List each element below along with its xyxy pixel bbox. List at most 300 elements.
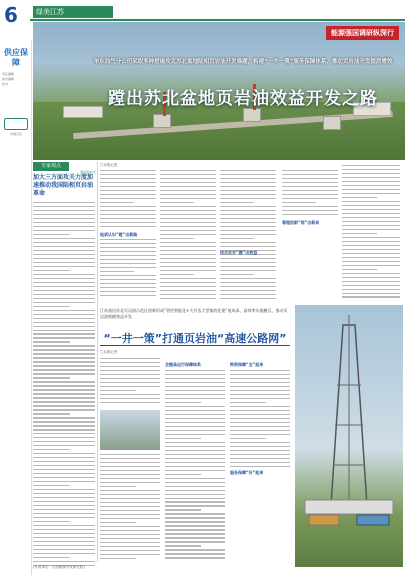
company-logo-text: 中国石化 [9,132,22,136]
text-line [33,429,95,430]
text-line [220,270,276,271]
text-line [33,385,95,386]
text-line [220,290,276,291]
text-line [282,198,338,199]
text-line [230,374,290,375]
text-line [100,198,156,199]
text-line [165,410,225,411]
text-line [160,230,216,231]
text-line [100,482,160,483]
text-line [160,242,216,243]
text-line [33,373,95,374]
text-line [230,466,290,467]
page-number: 6 [4,3,18,27]
text-line [100,514,160,515]
text-line [33,509,95,510]
text-line [165,454,225,455]
text-line [100,558,136,559]
text-line [33,521,70,522]
text-line [33,250,95,251]
text-line [33,361,95,362]
text-line [230,434,290,435]
text-line [282,210,338,211]
text-line [33,246,95,247]
text-line [165,517,225,518]
text-line [230,450,290,451]
text-line [220,210,276,211]
text-line [100,526,160,527]
text-line [100,534,160,535]
column-body [33,202,95,569]
text-line [33,310,95,311]
text-line [342,185,400,186]
column-headline: 加大三方面攻关力度加速推动我国陆相页岩油革命 [33,174,94,197]
text-line [33,545,95,546]
text-line [100,218,156,219]
text-line [33,405,95,406]
text-line [342,241,400,242]
text-line [160,198,216,199]
article-body-col1b [100,239,156,299]
text-line [100,202,134,203]
text-line [100,542,160,543]
text-line [220,190,276,191]
text-line [165,402,201,403]
text-line [33,278,95,279]
text-line [342,177,400,178]
text-line [165,430,225,431]
text-line [100,538,160,539]
text-line [33,401,95,402]
text-line [100,263,156,264]
text-line [100,170,156,171]
text-line [33,230,95,231]
text-line [342,221,400,222]
text-line [165,422,225,423]
text-line [100,498,160,499]
text-line [100,182,156,183]
text-line [165,370,225,371]
text-line [100,518,160,519]
text-line [160,174,216,175]
text-line [220,170,276,171]
feature-subhead: 服务保障“好”起来 [230,470,264,475]
text-line [33,218,95,219]
text-line [100,259,156,260]
text-line [165,458,225,459]
text-line [230,446,290,447]
text-line [230,430,290,431]
text-line [33,381,95,382]
credit-line: 责任编辑 [2,72,15,76]
series-badge: 能源强国调研纵深行 [326,26,399,40]
text-line [230,422,290,423]
text-line [165,434,225,435]
text-line [100,267,156,268]
text-line [342,249,400,250]
feature-body-col2 [165,370,225,561]
text-line [220,238,254,239]
text-line [33,349,95,350]
text-line [165,466,225,467]
text-line [342,289,400,290]
text-line [220,194,276,195]
text-line [342,265,400,266]
text-line [33,533,95,534]
text-line [282,178,338,179]
text-line [33,298,95,299]
text-line [33,222,95,223]
text-line [165,545,201,546]
text-line [160,286,216,287]
text-line [160,254,216,255]
text-line [220,286,276,287]
text-line [33,561,95,562]
feature-body-col1 [100,358,160,406]
text-line [33,437,95,438]
text-line [100,382,160,383]
text-line [33,353,95,354]
text-line [160,186,216,187]
feature-headline: “一井一策”打通页岩油“高速公路网” [103,332,287,345]
text-line [220,274,254,275]
text-line [33,365,95,366]
article-body-col3 [220,170,276,301]
text-line [160,282,216,283]
well-pad [243,108,261,122]
text-line [230,438,266,439]
text-line [100,374,160,375]
text-line [100,486,136,487]
text-line [100,295,156,296]
text-line [100,522,136,523]
text-line [160,270,216,271]
text-line [100,454,160,455]
company-logo-icon [4,118,28,130]
text-line [165,442,225,443]
text-line [100,214,156,215]
feature-photo-small [100,410,160,450]
text-line [100,478,160,479]
text-line [165,394,225,395]
text-line [100,186,156,187]
article-subhead: 地质认识“蹚”出新路 [100,232,138,237]
text-line [100,394,160,395]
text-line [33,409,95,410]
text-line [33,282,95,283]
text-line [342,293,400,294]
text-line [33,541,95,542]
text-line [160,214,216,215]
text-line [100,530,160,531]
hero-headline: 蹚出苏北盆地页岩油效益开发之路 [108,89,378,109]
text-line [220,174,276,175]
feature-intro: 江苏油田苏北页岩油示范区创新形成“管控智能化+大井丛大型集约化建”低成本、高效率实施模式，推动页岩油规模效益开发 [100,308,288,319]
section-sidebar [0,40,32,575]
text-line [165,414,225,415]
text-line [342,225,400,226]
text-line [33,517,95,518]
text-line [33,226,95,227]
text-line [160,290,216,291]
text-line [100,239,156,240]
feature-subhead: 全链条运行保障体系 [165,362,201,367]
text-line [33,369,95,370]
text-line [342,169,400,170]
text-line [342,273,400,274]
text-line [342,197,377,198]
text-line [282,214,338,215]
text-line [165,374,225,375]
text-line [33,302,95,303]
text-line [165,525,225,526]
text-line [33,234,70,235]
text-line [342,181,400,182]
text-line [220,246,276,247]
headline-rule [100,345,290,346]
text-line [160,178,216,179]
text-line [33,513,95,514]
drilling-rig-icon [295,305,403,567]
text-line [33,421,95,422]
text-line [165,482,225,483]
text-line [160,182,216,183]
text-line [100,190,156,191]
text-line [165,553,225,554]
text-line [165,529,225,530]
hero-logo: 强国油气 [73,169,103,177]
text-line [160,250,216,251]
text-line [33,505,95,506]
text-line [33,306,70,307]
text-line [33,501,95,502]
text-line [160,278,216,279]
text-line [33,393,95,394]
text-line [33,465,95,466]
text-line [282,202,316,203]
article-body-col2 [160,170,216,301]
text-line [282,194,338,195]
text-line [100,398,160,399]
text-line [342,296,400,297]
text-line [220,294,276,295]
text-line [230,454,290,455]
text-line [33,417,95,418]
text-line [230,426,290,427]
text-line [33,489,95,490]
text-line [33,485,70,486]
text-line [100,174,156,175]
text-line [100,255,156,256]
text-line [100,251,156,252]
text-line [33,425,95,426]
text-line [33,206,95,207]
text-line [160,238,194,239]
text-line [160,202,194,203]
text-line [100,458,160,459]
text-line [100,178,156,179]
text-line [165,513,225,514]
text-line [100,279,156,280]
text-line [220,298,276,299]
text-line [33,345,95,346]
text-line [100,226,156,227]
text-line [33,258,95,259]
text-line [165,501,225,502]
text-line [33,461,95,462]
text-line [342,165,400,166]
section-brand: 绿美江苏 [33,6,113,18]
text-line [230,402,266,403]
text-line [165,509,201,510]
drilling-rig-photo [295,305,403,567]
text-line [100,554,160,555]
text-line [100,206,156,207]
text-line [160,170,216,171]
article-body-col5 [342,165,400,300]
text-line [342,237,400,238]
text-line [160,262,216,263]
text-line [342,173,400,174]
text-line [100,358,160,359]
text-line [220,182,276,183]
text-line [165,505,225,506]
text-line [165,498,225,499]
text-line [33,254,95,255]
text-line [33,529,95,530]
text-line [100,370,160,371]
text-line [33,333,95,334]
text-line [160,210,216,211]
text-line [342,285,400,286]
text-line [165,386,225,387]
text-line [33,457,95,458]
text-line [33,449,70,450]
text-line [33,453,95,454]
text-line [33,270,70,271]
text-line [33,481,95,482]
text-line [220,258,276,259]
text-line [100,506,160,507]
text-line [33,210,95,211]
text-line [220,186,276,187]
text-line [165,462,225,463]
column-divider [97,162,98,562]
text-line [230,462,290,463]
text-line [160,266,216,267]
text-line [230,386,290,387]
feature-subhead: 物资保障“全”起来 [230,362,264,367]
text-line [165,378,225,379]
text-line [342,229,400,230]
text-line [230,406,290,407]
text-line [33,330,95,331]
text-line [165,541,225,542]
text-line [100,271,134,272]
text-line [33,525,95,526]
text-line [33,286,95,287]
text-line [100,247,156,248]
text-line [220,202,254,203]
text-line [160,190,216,191]
text-line [342,201,400,202]
text-line [100,546,160,547]
text-line [220,230,276,231]
text-line [160,298,216,299]
text-line [100,470,160,471]
text-line [33,445,95,446]
text-line [100,283,156,284]
text-line [33,497,95,498]
text-line [230,442,290,443]
text-line [100,287,156,288]
text-line [33,397,95,398]
text-line [342,205,400,206]
text-line [165,478,225,479]
text-line [230,418,290,419]
text-line [33,314,95,315]
text-line [220,214,276,215]
article-subhead: 技术攻关“趟”出效益 [220,250,258,255]
text-line [100,502,160,503]
text-line [33,326,95,327]
credit-line: 校对 [2,82,9,86]
text-line [165,446,225,447]
text-line [33,493,95,494]
text-line [165,438,201,439]
text-line [165,549,225,550]
text-line [165,426,225,427]
text-line [342,193,400,194]
text-line [282,174,338,175]
text-line [100,386,160,387]
text-line [33,322,95,323]
text-line [342,245,400,246]
text-line [100,378,160,379]
text-line [165,406,225,407]
text-line [33,266,95,267]
text-line [100,243,156,244]
text-line [33,469,95,470]
feature-body-col3 [230,370,290,470]
text-line [342,233,377,234]
text-line [342,213,400,214]
text-line [33,413,70,414]
text-line [160,222,216,223]
text-line [33,553,95,554]
text-line [230,390,290,391]
text-line [220,282,276,283]
text-line [230,458,290,459]
text-line [100,390,136,391]
text-line [282,186,338,187]
text-line [100,402,160,403]
text-line [220,278,276,279]
text-line [342,253,400,254]
text-line [230,378,290,379]
well-pad [153,114,171,128]
text-line [33,357,95,358]
section-tag: 供应保障 [4,48,28,67]
text-line [220,206,276,207]
text-line [282,182,338,183]
text-line [282,206,338,207]
text-line [220,262,276,263]
text-line [230,414,290,415]
feature-byline: □本报记者 [100,350,118,354]
article-byline: □本报记者 [100,163,118,167]
text-line [160,226,216,227]
